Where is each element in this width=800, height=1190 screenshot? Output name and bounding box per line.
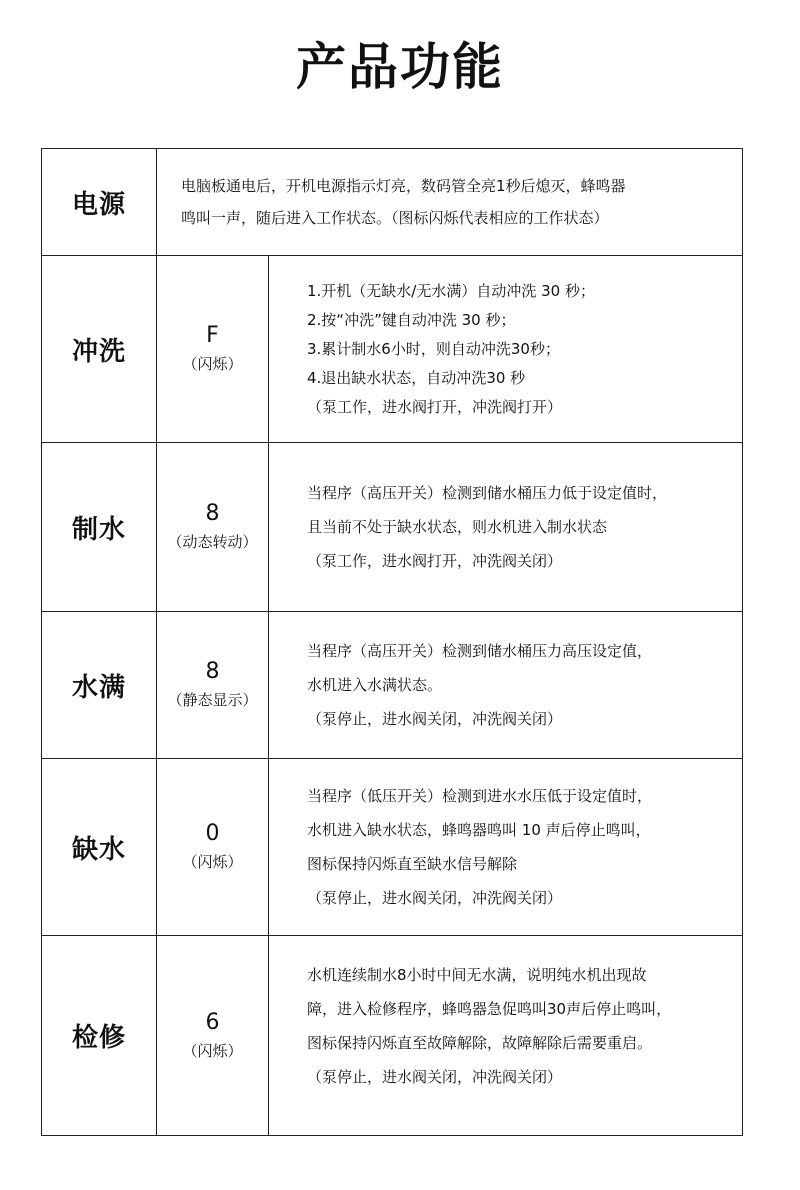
description-shortage: [269, 759, 743, 936]
category-shortage: 缺水: [42, 759, 157, 936]
description-line: 障，进入检修程序，蜂鸣器急促鸣叫30声后停止鸣叫，: [307, 1000, 672, 1018]
description-line: 2.按“冲洗”键自动冲洗 30 秒；: [307, 310, 516, 329]
display-note: （闪烁）: [182, 853, 243, 871]
display-note: （闪烁）: [182, 355, 243, 373]
category-flush: 冲洗: [42, 256, 157, 443]
display-code-flush: [157, 256, 269, 443]
display-note: （静态显示）: [167, 691, 258, 709]
table-row-power: [42, 149, 743, 256]
category-power: 电源: [42, 149, 157, 256]
display-symbol: 8: [205, 659, 220, 684]
function-table: [41, 148, 743, 1136]
description-line: （泵停止，进水阀关闭，冲洗阀关闭）: [307, 1068, 563, 1086]
table-row-maintenance: [42, 936, 743, 1136]
display-symbol: 6: [205, 1009, 220, 1035]
description-flush: [269, 256, 743, 443]
description-line: 水机连续制水8小时中间无水满，说明纯水机出现故: [307, 966, 647, 984]
description-maintenance: [269, 936, 743, 1136]
display-symbol: 8: [205, 501, 220, 526]
description-line: （泵工作，进水阀打开，冲洗阀关闭）: [307, 552, 563, 570]
description-line: （泵停止，进水阀关闭，冲洗阀关闭）: [307, 710, 563, 728]
description-line: 鸣叫一声，随后进入工作状态。（图标闪烁代表相应的工作状态）: [181, 209, 609, 227]
description-line: 电脑板通电后，开机电源指示灯亮，数码管全亮1秒后熄灭，蜂鸣器: [181, 177, 626, 195]
display-code-maintenance: [157, 936, 269, 1136]
description-line: 图标保持闪烁直至故障解除，故障解除后需要重启。: [307, 1034, 653, 1052]
description-full: [269, 612, 743, 759]
description-line: 水机进入水满状态。: [307, 676, 443, 694]
description-power: [157, 149, 743, 256]
description-line: 3.累计制水6小时，则自动冲洗30秒；: [307, 339, 560, 358]
display-note: （闪烁）: [182, 1041, 243, 1060]
description-line: （泵停止，进水阀关闭，冲洗阀关闭）: [307, 889, 563, 907]
display-note: （动态转动）: [167, 533, 258, 551]
category-producing: 制水: [42, 443, 157, 612]
category-full: 水满: [42, 612, 157, 759]
description-line: 当程序（高压开关）检测到储水桶压力低于设定值时，: [307, 484, 668, 502]
description-line: 1.开机（无缺水/无水满）自动冲洗 30 秒；: [307, 281, 595, 300]
display-code-shortage: [157, 759, 269, 936]
description-line: 且当前不处于缺水状态，则水机进入制水状态: [307, 518, 608, 536]
description-line: （泵工作，进水阀打开，冲洗阀打开）: [307, 397, 563, 416]
table-row-flush: [42, 256, 743, 443]
display-code-full: [157, 612, 269, 759]
description-line: 4.退出缺水状态，自动冲洗30 秒: [307, 368, 526, 387]
display-symbol: 0: [205, 821, 220, 846]
description-line: 当程序（低压开关）检测到进水水压低于设定值时，: [307, 787, 653, 805]
table-row-producing: [42, 443, 743, 612]
description-line: 水机进入缺水状态，蜂鸣器鸣叫 10 声后停止鸣叫，: [307, 821, 651, 839]
description-producing: [269, 443, 743, 612]
display-symbol: F: [206, 323, 219, 348]
description-line: 图标保持闪烁直至缺水信号解除: [307, 855, 518, 873]
table-row-shortage: [42, 759, 743, 936]
category-maintenance: 检修: [42, 936, 157, 1136]
display-code-producing: [157, 443, 269, 612]
description-line: 当程序（高压开关）检测到储水桶压力高压设定值，: [307, 642, 653, 660]
page-title: 产品功能: [296, 38, 504, 96]
table-row-full: [42, 612, 743, 759]
